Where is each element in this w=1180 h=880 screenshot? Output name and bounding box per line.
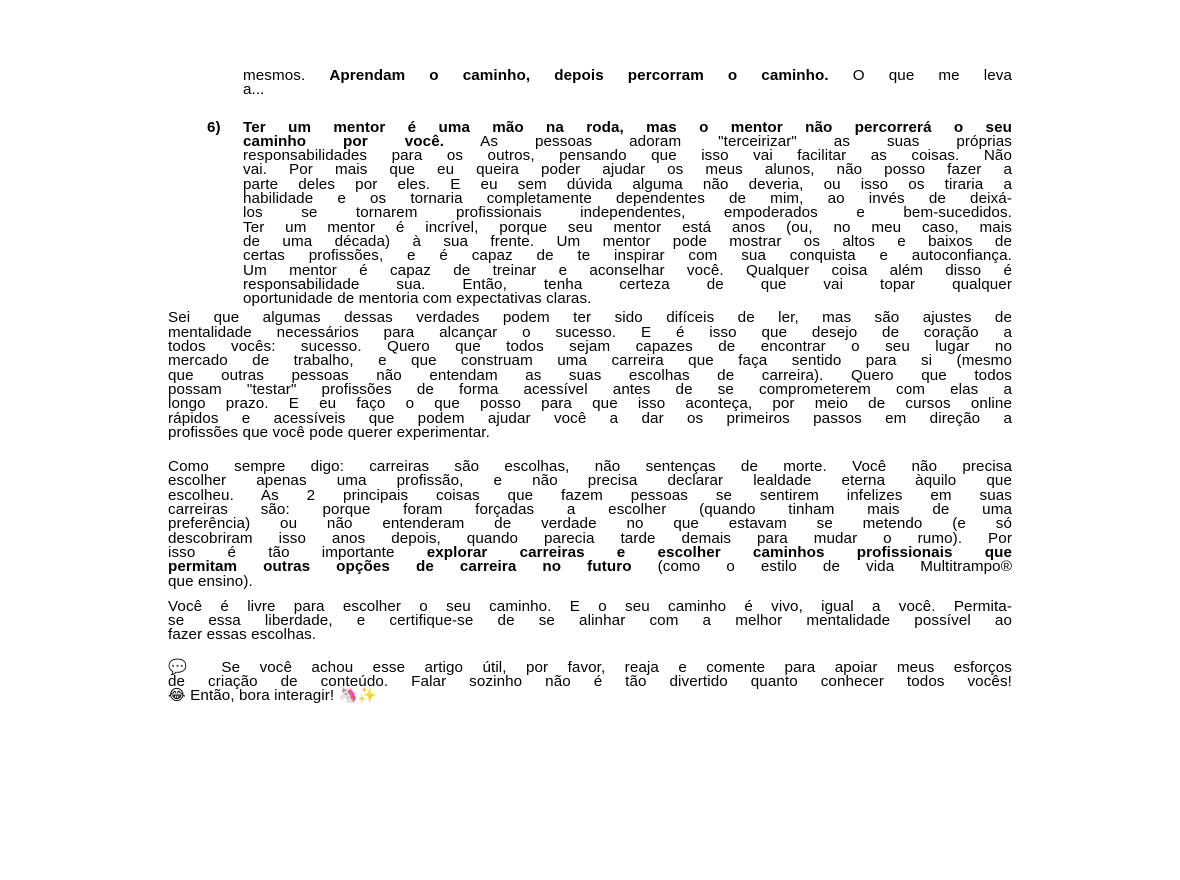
text-line: possam "testar" profissões de forma acessível antes de se comprometerem com elas a xyxy=(168,380,1012,398)
text-line: oportunidade de mentoria com expectativas claras. xyxy=(243,290,592,308)
text-line: isso é tão importante explorar carreiras e escolher caminhos profissionais que xyxy=(168,543,1013,561)
text-line: Como sempre digo: carreiras são escolhas, não sentenças de morte. Você não precisa xyxy=(168,458,1012,476)
text-line: rápidos e acessíveis que podem ajudar você a dar os primeiros passos em direção a xyxy=(168,409,1012,427)
text-line: habilidade e os tornaria completamente dependentes de mim, ao invés de deixá- xyxy=(243,190,1012,208)
text-line: los se tornarem profissionais independentes, empoderados e bem-sucedidos. xyxy=(243,204,1012,222)
text-line: carreiras são: porque foram forçadas a escolher (quando tinham mais de uma xyxy=(168,501,1012,519)
text-line: longo prazo. E eu faço o que posso para que isso aconteça, por meio de cursos online xyxy=(168,395,1012,413)
text-line: permitam outras opções de carreira no futuro (como o estilo de vida Multitrampo® xyxy=(168,558,1012,576)
text-line: a... xyxy=(243,81,265,99)
text-line: se essa liberdade, e certifique-se de se alinhar com a melhor mentalidade possível ao xyxy=(168,612,1012,630)
text-line: preferência) ou não entenderam de verdade no que estavam se metendo (e só xyxy=(168,515,1012,533)
list-number: 6) xyxy=(207,118,221,136)
numbered-list-item xyxy=(168,118,1012,308)
paragraph xyxy=(168,69,1012,98)
text-line: descobriram isso anos depois, quando parecia tarde demais para mudar o rumo). Por xyxy=(168,529,1012,547)
text-line: Você é livre para escolher o seu caminho. E o seu caminho é vivo, igual a você. Permita- xyxy=(168,597,1012,615)
text-line: todos vocês: sucesso. Quero que todos sejam capazes de encontrar o seu lugar no xyxy=(168,338,1012,356)
text-line: certas profissões, e é capaz de te inspirar com sua conquista e autoconfiança. xyxy=(243,247,1012,265)
text-line: mesmos. Aprendam o caminho, depois percorram o caminho. O que me leva xyxy=(243,67,1013,84)
text-line: 💬 Se você achou esse artigo útil, por favor, reaja e comente para apoiar meus esforços xyxy=(168,658,1012,676)
text-line: Ter um mentor é incrível, porque seu mentor está anos (ou, no meu caso, mais xyxy=(243,218,1012,236)
text-line: vai. Por mais que eu queira poder ajudar os meus alunos, não posso fazer a xyxy=(243,161,1012,179)
text-line: caminho por você. As pessoas adoram "terceirizar" as suas próprias xyxy=(243,132,1012,150)
document-body xyxy=(168,69,1012,704)
text-line: parte deles por eles. E eu sem dúvida alguma não deveria, ou isso os tiraria a xyxy=(243,175,1012,193)
text-line: mercado de trabalho, e que construam uma carreira que faça sentido para si (mesmo xyxy=(168,352,1012,370)
text-line: Sei que algumas dessas verdades podem ter sido difíceis de ler, mas são ajustes de xyxy=(168,309,1012,327)
text-line: que outras pessoas não entendam as suas escolhas de carreira). Quero que todos xyxy=(168,366,1012,384)
paragraph xyxy=(168,597,1012,644)
text-line: de criação de conteúdo. Falar sozinho não é tão divertido quanto conhecer todos vocês! xyxy=(168,672,1012,690)
text-line: responsabilidade sua. Então, tenha certeza de que vai topar qualquer xyxy=(243,275,1012,293)
text-line: de uma década) à sua frente. Um mentor pode mostrar os altos e baixos de xyxy=(243,232,1012,250)
text-line: Ter um mentor é uma mão na roda, mas o mentor não percorrerá o seu xyxy=(243,118,1012,136)
paragraph xyxy=(168,658,1012,705)
text-line: Um mentor é capaz de treinar e aconselhar você. Qualquer coisa além disso é xyxy=(243,261,1012,279)
paragraph xyxy=(168,311,1012,440)
paragraph xyxy=(168,460,1012,589)
text-line: profissões que você pode querer experimentar. xyxy=(168,423,490,441)
text-line: escolheu. As 2 principais coisas que fazem pessoas se sentirem infelizes em suas xyxy=(168,486,1012,504)
text-line: responsabilidades para os outros, pensando que isso vai facilitar as coisas. Não xyxy=(243,147,1012,165)
text-line: que ensino). xyxy=(168,572,253,590)
text-line: escolher apenas uma profissão, e não precisa declarar lealdade eterna àquilo que xyxy=(168,472,1012,490)
text-line: mentalidade necessários para alcançar o sucesso. E é isso que desejo de coração a xyxy=(168,323,1012,341)
text-line: 😂 Então, bora interagir! 🦄✨ xyxy=(168,687,377,705)
text-line: fazer essas escolhas. xyxy=(168,626,317,644)
